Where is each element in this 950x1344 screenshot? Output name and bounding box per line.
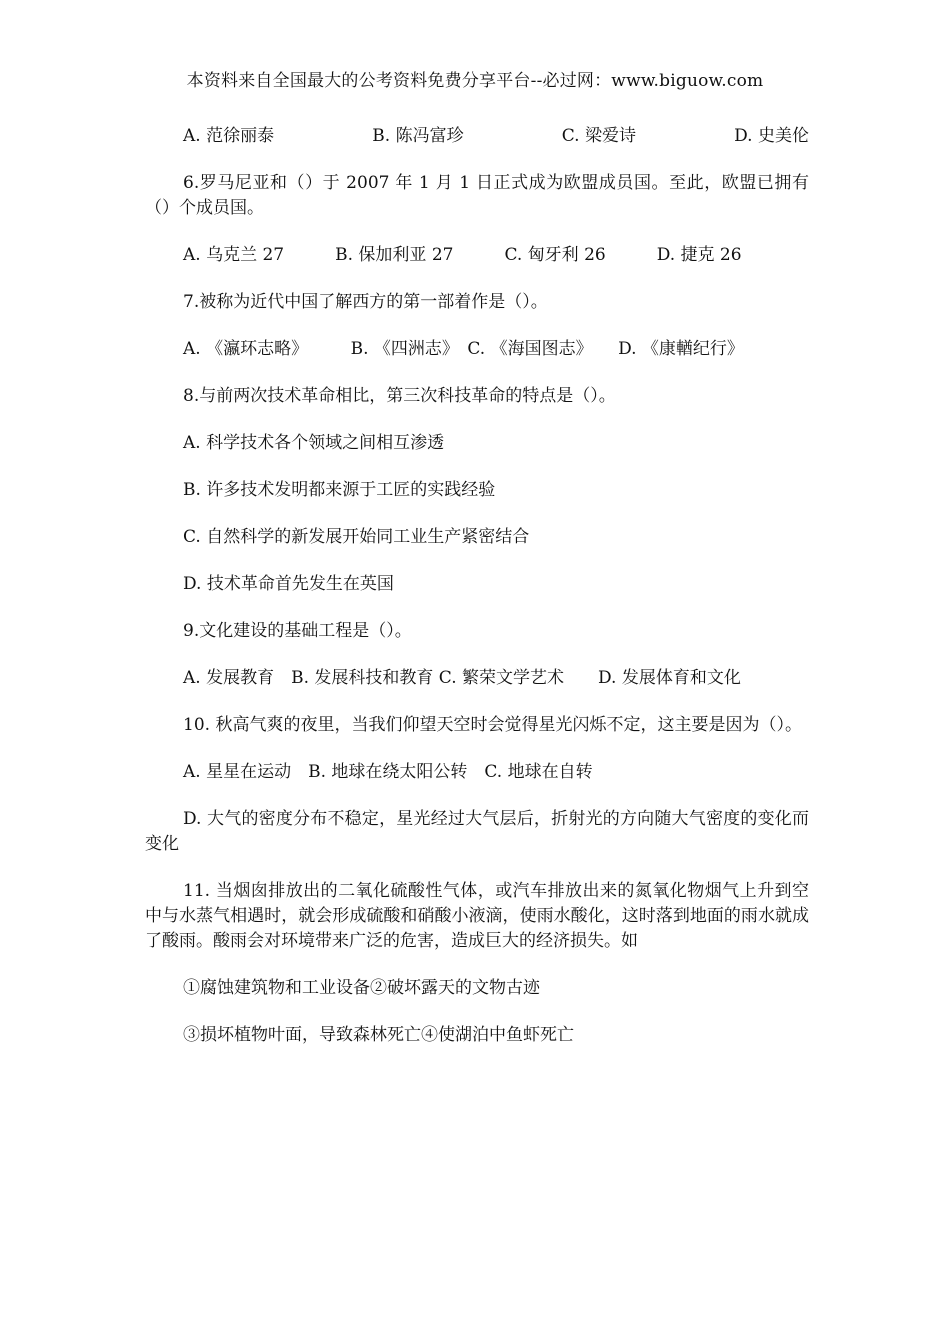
- q6-options: A. 乌克兰 27 B. 保加利亚 27 C. 匈牙利 26 D. 捷克 26: [183, 245, 742, 265]
- q8-option-b: B. 许多技术发明都来源于工匠的实践经验: [183, 480, 496, 500]
- q5-option-b: B. 陈冯富珍: [372, 126, 464, 146]
- q5-option-d: D. 史美伦: [734, 126, 809, 146]
- q10-option-d: D. 大气的密度分布不稳定，星光经过大气层后，折射光的方向随大气密度的变化而变化: [145, 809, 809, 854]
- q6-question: 6.罗马尼亚和（）于 2007 年 1 月 1 日正式成为欧盟成员国。至此，欧盟已拥有（）个成员国。: [145, 173, 809, 218]
- q11-item-line-1: ①腐蚀建筑物和工业设备②破坏露天的文物古迹: [183, 978, 540, 998]
- q7-question: 7.被称为近代中国了解西方的第一部着作是（）。: [183, 292, 548, 312]
- q9-options: A. 发展教育 B. 发展科技和教育 C. 繁荣文学艺术 D. 发展体育和文化: [183, 668, 741, 688]
- q8-question: 8.与前两次技术革命相比，第三次科技革命的特点是（）。: [183, 386, 616, 406]
- q8-option-a: A. 科学技术各个领域之间相互渗透: [183, 433, 445, 453]
- page-header: 本资料来自全国最大的公考资料免费分享平台--必过网：www.biguow.com: [186, 71, 764, 91]
- q5-option-a: A. 范徐丽泰: [183, 126, 275, 146]
- q10-options-abc: A. 星星在运动 B. 地球在绕太阳公转 C. 地球在自转: [183, 762, 593, 782]
- q8-option-d: D. 技术革命首先发生在英国: [183, 574, 394, 594]
- q8-option-c: C. 自然科学的新发展开始同工业生产紧密结合: [183, 527, 530, 547]
- q11-item-line-2: ③损坏植物叶面，导致森林死亡④使湖泊中鱼虾死亡: [183, 1025, 574, 1045]
- document-body: [145, 124, 809, 1070]
- q7-options: A. 《瀛环志略》 B. 《四洲志》 C. 《海国图志》 D. 《康輶纪行》: [183, 339, 744, 359]
- q11-question: 11. 当烟囱排放出的二氧化硫酸性气体，或汽车排放出来的氮氧化物烟气上升到空中与水蒸气相遇时，就会形成硫酸和硝酸小液滴，使雨水酸化，这时落到地面的雨水就成了酸雨。酸雨会对环境带来广泛的危害，造成巨大的经济损失。如: [145, 881, 809, 951]
- q5-option-c: C. 梁爱诗: [561, 126, 636, 146]
- q5-options: [145, 124, 809, 149]
- q10-question: 10. 秋高气爽的夜里，当我们仰望天空时会觉得星光闪烁不定，这主要是因为（）。: [183, 715, 802, 735]
- q9-question: 9.文化建设的基础工程是（）。: [183, 621, 412, 641]
